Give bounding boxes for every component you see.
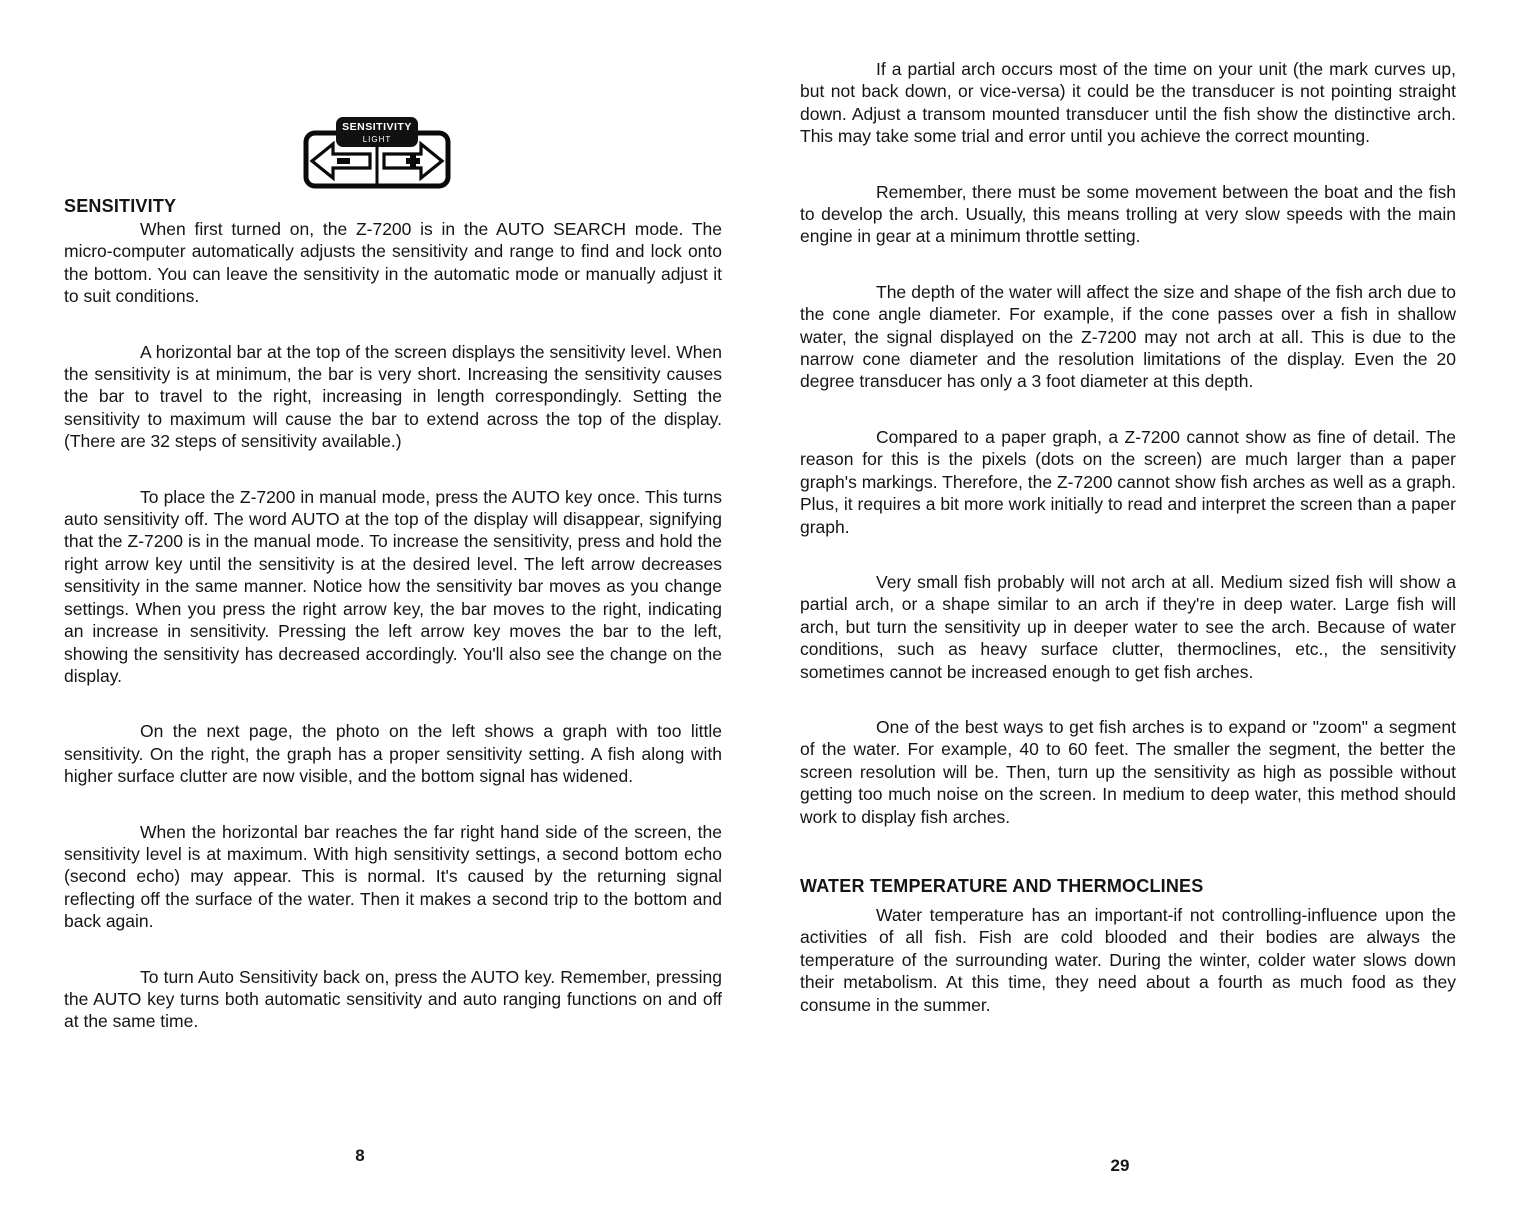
paragraph: To place the Z-7200 in manual mode, press the AUTO key once. This turns auto sensitivity off. The word AUTO at the top of the display will disappear, signifying that the Z-7200 is in the manual mode. To increase the sensitivity, press and hold the right arrow key until the sensitivity is at the desired level. The left arrow decreases sensitivity in the same manner. Notice how the sensitivity bar moves as you change settings. When you press the right arrow key, the bar moves to the right, indicating an increase in sensitivity. Pressing the left arrow key moves the bar to the left, showing the sensitivity has decreased accordingly. You'll also see the change on the display.: [64, 486, 722, 686]
paragraph: When the horizontal bar reaches the far right hand side of the screen, the sensitivity level is at maximum. With high sensitivity settings, a second bottom echo (second echo) may appear. This is normal. It's caused by the returning signal reflecting off the surface of the water. Then it makes a second trip to the bottom and back again.: [64, 821, 722, 932]
badge-label-light: LIGHT: [362, 135, 392, 144]
plus-glyph: [410, 154, 416, 168]
section-heading-sensitivity: SENSITIVITY: [64, 196, 177, 216]
page-number-right: 29: [1110, 1156, 1130, 1175]
paragraph: The depth of the water will affect the size and shape of the fish arch due to the cone angle diameter. For example, if the cone passes over a fish in shallow water, the signal displayed on the Z-7200 may not arch at all. This is due to the narrow cone diameter and the resolution limitations of the display. Even the 20 degree transducer has only a 3 foot diameter at this depth.: [800, 281, 1456, 392]
paragraph: Very small fish probably will not arch at all. Medium sized fish will show a partial arch, or a shape similar to an arch if they're in deep water. Large fish will arch, but turn the sensitivity up in deeper water to see the arch. Because of water conditions, such as heavy surface clutter, thermoclines, etc., the sensitivity sometimes cannot be increased enough to get fish arches.: [800, 571, 1456, 682]
sensitivity-key-graphic: [64, 116, 722, 190]
paragraph: A horizontal bar at the top of the screen displays the sensitivity level. When the sensitivity is at minimum, the bar is very short. Increasing the sensitivity causes the bar to travel to the right, increasing in length correspondingly. Setting the sensitivity to maximum will cause the bar to extend across the top of the display. (There are 32 steps of sensitivity available.): [64, 341, 722, 452]
manual-page-right: [800, 58, 1456, 1016]
badge-label-sensitivity: SENSITIVITY: [342, 121, 412, 133]
manual-page-left: [64, 116, 722, 1033]
paragraph: Water temperature has an important-if not controlling-influence upon the activities of all fish. Fish are cold blooded and their bodies are always the temperature of the surrounding water. During the winter, colder water slows down their metabolism. At this time, they need about a fourth as much food as they consume in the summer.: [800, 904, 1456, 1015]
section-heading-water-temperature: WATER TEMPERATURE AND THERMOCLINES: [800, 875, 1204, 896]
sensitivity-key-icon: [302, 116, 452, 190]
paragraph: One of the best ways to get fish arches is to expand or "zoom" a segment of the water. For example, 40 to 60 feet. The smaller the segment, the better the screen resolution will be. Then, turn up the sensitivity as high as possible without getting too much noise on the screen. In medium to deep water, this method should work to display fish arches.: [800, 716, 1456, 827]
page-number-left: 8: [355, 1146, 365, 1165]
paragraph: On the next page, the photo on the left shows a graph with too little sensitivity. On the right, the graph has a proper sensitivity setting. A fish along with higher surface clutter are now visible, and the bottom signal has widened.: [64, 721, 722, 787]
paragraph: When first turned on, the Z-7200 is in the AUTO SEARCH mode. The micro-computer automatically adjusts the sensitivity and range to find and lock onto the bottom. You can leave the sensitivity in the automatic mode or manually adjust it to suit conditions.: [64, 219, 722, 307]
minus-glyph: [337, 158, 350, 164]
paragraph: If a partial arch occurs most of the time on your unit (the mark curves up, but not back down, or vice-versa) it could be the transducer is not pointing straight down. Adjust a transom mounted transducer until the fish show the distinctive arch. This may take some trial and error until you achieve the correct mounting.: [800, 59, 1456, 147]
paragraph: Compared to a paper graph, a Z-7200 cannot show as fine of detail. The reason for this is the pixels (dots on the screen) are much larger than a paper graph's markings. Therefore, the Z-7200 cannot show fish arches as well as a graph. Plus, it requires a bit more work initially to read and interpret the screen than a paper graph.: [800, 426, 1456, 537]
paragraph: To turn Auto Sensitivity back on, press the AUTO key. Remember, pressing the AUTO key turns both automatic sensitivity and auto ranging functions on and off at the same time.: [64, 966, 722, 1032]
paragraph: Remember, there must be some movement between the boat and the fish to develop the arch. Usually, this means trolling at very slow speeds with the main engine in gear at a minimum throttle setting.: [800, 181, 1456, 247]
